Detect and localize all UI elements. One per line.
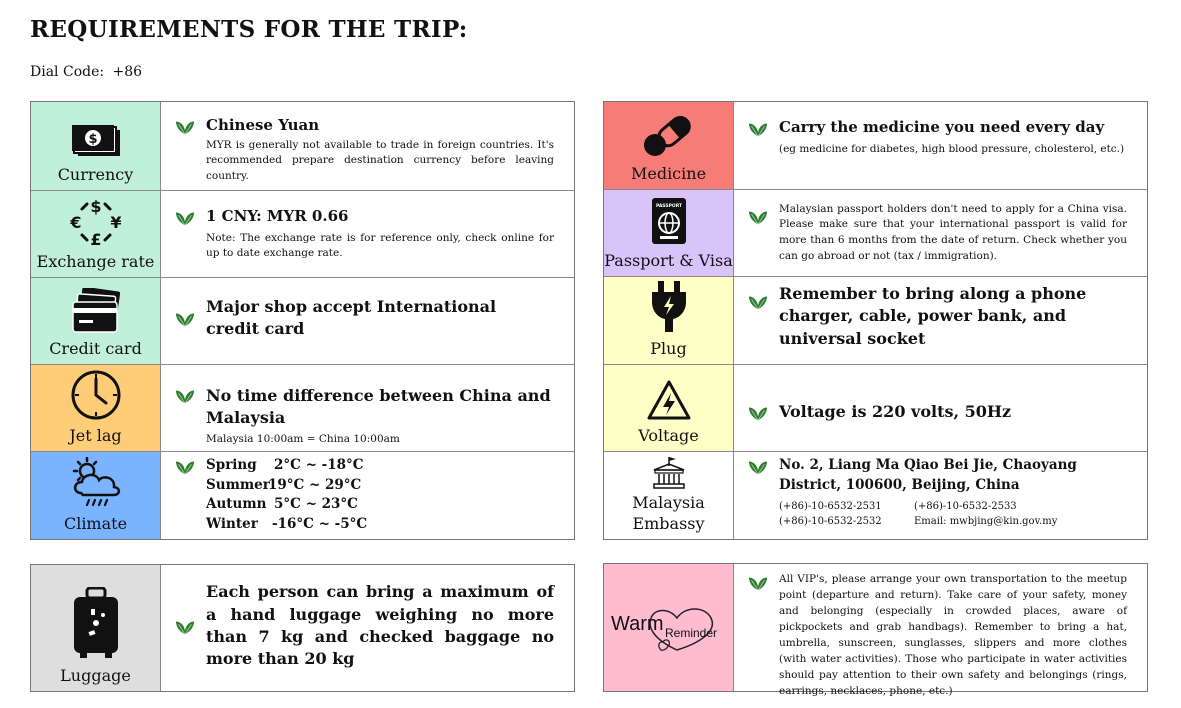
voltage-row — [604, 364, 1147, 451]
dial-code — [30, 64, 142, 80]
season-range: 2°C ~ -18°C — [274, 457, 364, 473]
leaf-bullet-icon — [747, 293, 769, 311]
jet-lag-label: Jet lag — [69, 426, 122, 446]
high-voltage-icon — [646, 379, 692, 421]
currency-exchange-icon — [68, 197, 124, 247]
luggage-category — [31, 565, 161, 691]
passport-badge-text: PASSPORT — [655, 204, 682, 210]
credit-card-icon — [71, 288, 121, 334]
embassy-building-icon — [651, 456, 687, 490]
passport-label: Passport & Visa — [604, 251, 733, 271]
credit-card-category — [31, 278, 161, 364]
luggage-label: Luggage — [60, 666, 131, 686]
weather-icon — [69, 457, 123, 509]
climate-season-list — [206, 456, 554, 534]
leaf-bullet-icon — [174, 618, 196, 636]
warm-logo-text: Warm — [610, 612, 664, 635]
leaf-bullet-icon — [174, 310, 196, 328]
climate-category — [31, 452, 161, 539]
season-range: 19°C ~ 29°C — [268, 476, 362, 493]
climate-row — [31, 451, 574, 539]
medicine-category — [604, 102, 734, 189]
embassy-phone: (+86)-10-6532-2531 — [779, 501, 882, 513]
svg-text:$: $ — [87, 132, 98, 148]
credit-card-row — [31, 277, 574, 364]
pill-icon — [642, 111, 696, 159]
voltage-category — [604, 365, 734, 451]
reminder-row — [604, 564, 1147, 697]
embassy-contacts — [779, 499, 1127, 529]
plug-icon — [649, 280, 689, 334]
svg-text:¥: ¥ — [109, 213, 122, 233]
embassy-label-line1: Malaysia — [632, 492, 705, 512]
climate-label: Climate — [63, 514, 128, 534]
dial-code-label: Dial Code: — [30, 64, 105, 80]
currency-row — [31, 102, 574, 190]
currency-note: MYR is generally not available to trade in foreign countries. It's recommended prepare destination currency before leaving country. — [206, 138, 554, 182]
plug-row — [604, 276, 1147, 364]
jet-lag-heading: No time difference between China and Malaysia — [206, 386, 551, 428]
medicine-note: (eg medicine for diabetes, high blood pressure, cholesterol, etc.) — [779, 142, 1125, 155]
luggage-row — [31, 565, 574, 691]
svg-text:£: £ — [89, 230, 102, 248]
svg-text:€: € — [69, 213, 82, 233]
exchange-rate-note: Note: The exchange rate is for reference only, check online for up to date exchange rate. — [206, 231, 554, 260]
exchange-rate-category — [31, 191, 161, 277]
currency-label: Currency — [57, 165, 134, 185]
season-range: -16°C ~ -5°C — [272, 515, 368, 532]
exchange-rate-heading: 1 CNY: MYR 0.66 — [206, 207, 349, 225]
embassy-label-line2: Embassy — [632, 514, 705, 534]
voltage-heading: Voltage is 220 volts, 50Hz — [779, 401, 1012, 421]
medicine-label: Medicine — [630, 164, 707, 184]
warm-reminder-box — [603, 563, 1148, 697]
plug-heading: Remember to bring along a phone charger, cable, power bank, and universal socket — [779, 283, 1087, 348]
reminder-logo-text: Reminder — [664, 625, 717, 640]
voltage-label: Voltage — [638, 426, 699, 446]
leaf-bullet-icon — [747, 208, 769, 226]
embassy-phone: (+86)-10-6532-2533 — [914, 501, 1017, 513]
leaf-bullet-icon — [747, 574, 769, 592]
currency-category — [31, 102, 161, 190]
leaf-bullet-icon — [174, 387, 196, 405]
currency-heading: Chinese Yuan — [206, 116, 320, 134]
left-requirements-table — [30, 101, 575, 540]
warm-reminder-category — [604, 564, 734, 691]
season-name: Winter — [206, 515, 258, 532]
plug-label: Plug — [650, 339, 687, 359]
passport-text: Malaysian passport holders don't need to apply for a China visa. Please make sure that your international passport is valid for more than 6 months from the date of return. Check whether you can go abroad or not (tax / immigration). — [779, 202, 1127, 262]
embassy-row — [604, 451, 1147, 539]
clock-icon — [70, 369, 122, 421]
season-range: 5°C ~ 23°C — [274, 496, 358, 512]
jet-lag-note: Malaysia 10:00am = China 10:00am — [206, 432, 400, 445]
season-name: Autumn — [206, 496, 267, 512]
medicine-heading: Carry the medicine you need every day — [779, 118, 1105, 136]
leaf-bullet-icon — [747, 404, 769, 422]
leaf-bullet-icon — [174, 209, 196, 227]
leaf-bullet-icon — [174, 118, 196, 136]
reminder-text: All VIP's, please arrange your own transportation to the meetup point (departure and return). Take care of your safety, money and belonging (especially in crowded places, aware of pickpockets and grab handbags). Remember to bring a hat, umbrella, sunscreen, sunglasses, slippers and more clothes (with water activities). Those who participate in water activities should pay attention to their own safety and belongings (rings, earrings, necklaces, phone, etc.) — [779, 573, 1127, 697]
heart-icon — [607, 598, 731, 658]
embassy-category — [604, 452, 734, 539]
leaf-bullet-icon — [747, 120, 769, 138]
season-name: Spring — [206, 457, 257, 473]
credit-card-label: Credit card — [49, 339, 142, 359]
exchange-rate-row — [31, 190, 574, 277]
leaf-bullet-icon — [174, 458, 196, 476]
credit-card-heading: Major shop accept International credit card — [206, 296, 497, 338]
right-requirements-table — [603, 101, 1148, 540]
leaf-bullet-icon — [747, 458, 769, 476]
passport-row — [604, 189, 1147, 276]
luggage-box — [30, 564, 575, 692]
page-title: REQUIREMENTS FOR THE TRIP: — [30, 16, 468, 43]
svg-text:$: $ — [89, 197, 102, 217]
plug-category — [604, 277, 734, 364]
passport-icon — [650, 196, 688, 246]
embassy-email: Email: mwbjing@kin.gov.my — [914, 516, 1058, 528]
medicine-row — [604, 102, 1147, 189]
season-name: Summer — [206, 476, 270, 493]
embassy-address: No. 2, Liang Ma Qiao Bei Jie, Chaoyang District, 100600, Beijing, China — [779, 457, 1077, 493]
jet-lag-category — [31, 365, 161, 451]
jet-lag-row — [31, 364, 574, 451]
dial-code-value: +86 — [112, 64, 143, 80]
embassy-phone: (+86)-10-6532-2532 — [779, 516, 882, 528]
exchange-rate-label: Exchange rate — [36, 252, 155, 272]
luggage-text: Each person can bring a maximum of a hand luggage weighing no more than 7 kg and checked baggage no more than 20 kg — [206, 582, 554, 669]
passport-category — [604, 190, 734, 276]
banknote-icon — [70, 124, 122, 160]
suitcase-icon — [71, 587, 121, 659]
